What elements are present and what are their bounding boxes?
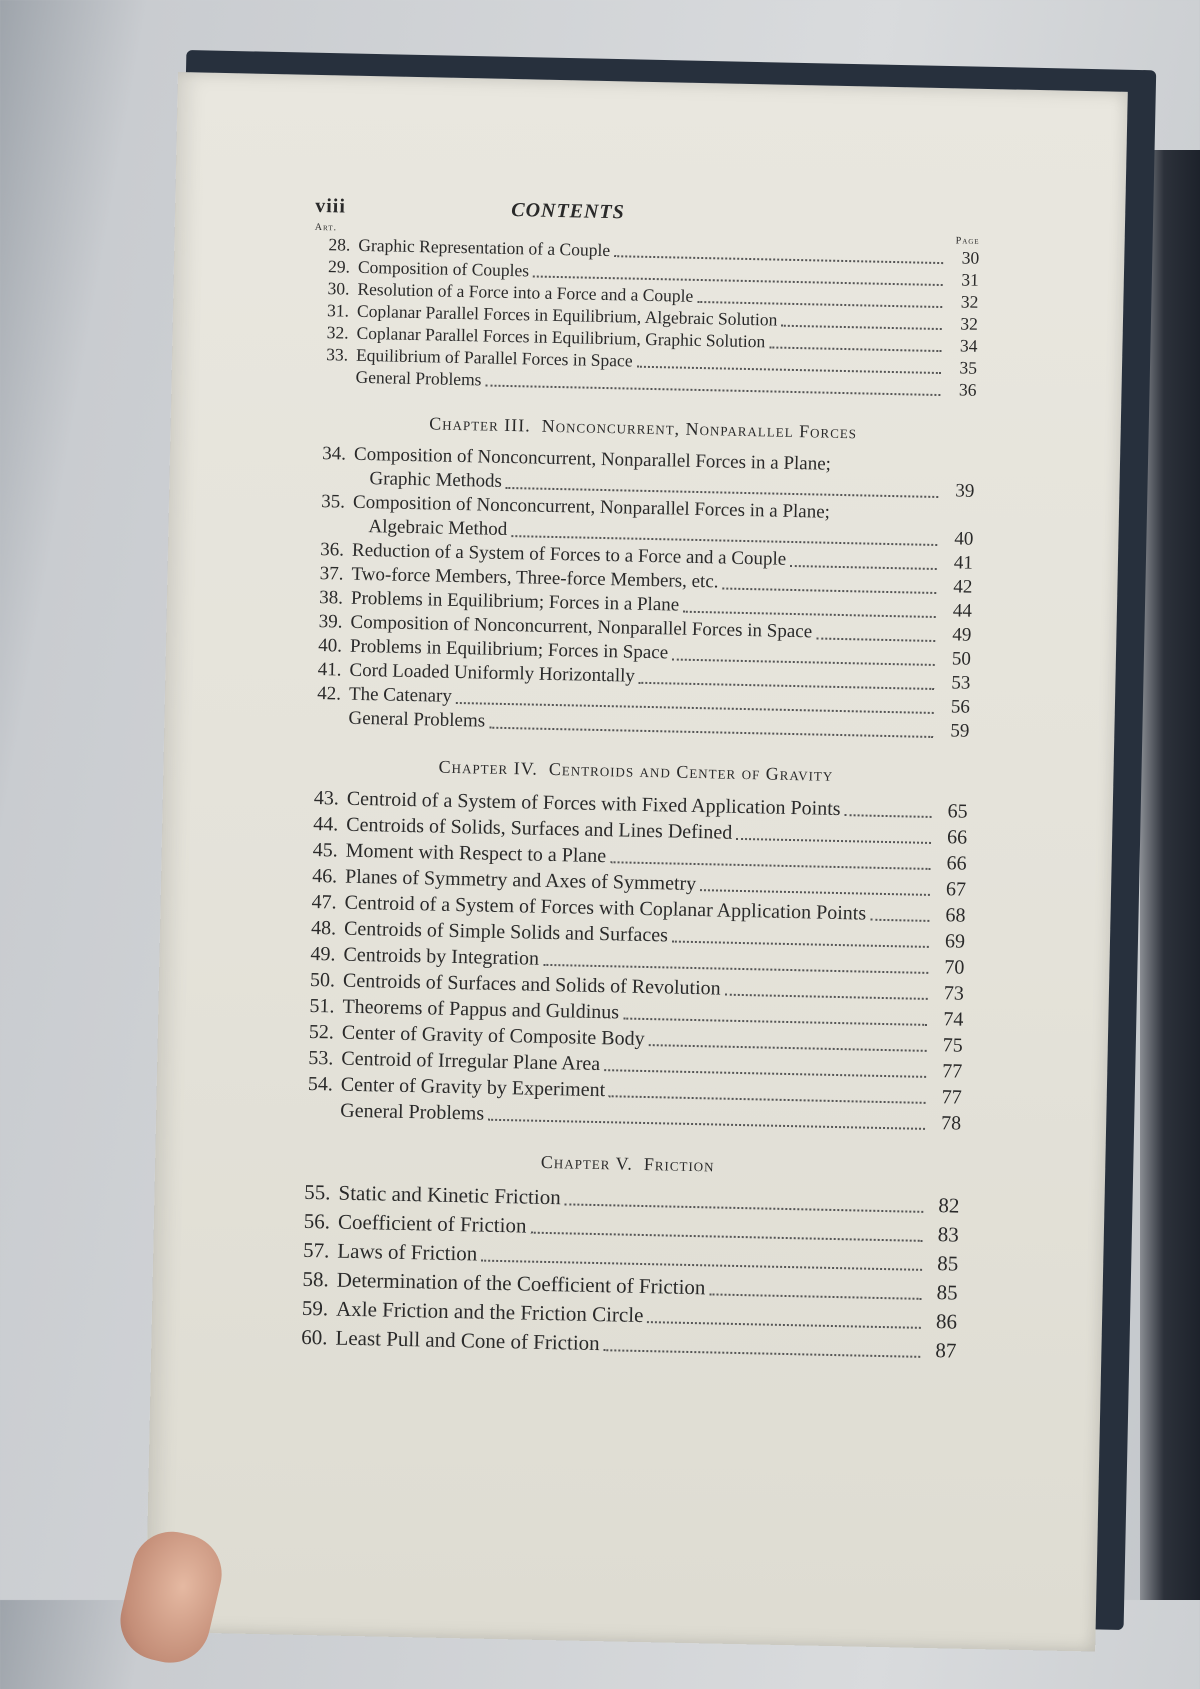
page-number [942,520,974,521]
page-number: 67 [945,878,967,901]
entry-title: Centroids of Solids, Surfaces and Lines Defined [346,813,733,844]
entry-title: Reduction of a System of Forces to a Force and a Couple [351,539,787,570]
entry-title: Planes of Symmetry and Axes of Symmetry [344,865,697,896]
page-number: 50 [951,648,972,670]
chapter-heading [295,1147,960,1182]
article-number: 59. [301,1295,329,1321]
page-number: 74 [943,1008,964,1031]
dot-leader [834,519,938,521]
chapter-number: Chapter IV. [438,756,539,779]
page-number: 75 [942,1034,964,1057]
dot-leader [672,941,929,948]
entry-title: Equilibrium of Parallel Forces in Space [355,344,633,371]
chapter-title: Nonconcurrent, Nonparallel Forces [541,415,858,443]
article-number: 45. [312,838,338,862]
chapter-number: Chapter III. [429,413,531,436]
dot-leader [604,1069,926,1078]
entry-title: Laws of Friction [337,1238,478,1266]
col-label-page: Page [955,235,980,247]
article-number: 28. [328,234,351,255]
dot-leader [736,838,931,844]
article-number: 33. [326,344,349,365]
entry-title: Determination of the Coefficient of Friction [336,1267,706,1300]
entry-title: Static and Kinetic Friction [338,1180,561,1210]
page-number: 73 [943,982,965,1005]
article-number: 42. [317,683,342,705]
page-folio: viii [314,194,347,218]
article-number: 57. [302,1237,330,1263]
page-number: 59 [950,720,970,742]
entry-title: Cord Loaded Uniformly Horizontally [349,659,636,687]
article-number: 35. [321,491,346,513]
toc-section [304,411,976,744]
entry-title: Graphic Representation of a Couple [358,234,611,261]
entry-title: Composition of Nonconcurrent, Nonparallel Forces in a Plane; [352,491,831,523]
page-number: 66 [946,852,967,875]
page-number: 66 [946,826,968,849]
dot-leader [700,889,930,896]
entry-title: Centroids by Integration [343,943,540,970]
page-number: 56 [950,696,971,718]
page-number: 78 [940,1112,962,1135]
entry-title: Center of Gravity by Experiment [340,1073,606,1102]
page-number: 83 [937,1222,960,1247]
entry-title: Algebraic Method [368,516,508,540]
page-number: 36 [958,379,977,400]
entry-title: Theorems of Pappus and Guldinus [342,995,620,1024]
toc-section [296,754,969,1137]
toc-content [291,195,980,1366]
article-number: 49. [310,942,336,966]
article-number: 31. [326,300,350,321]
page-number: 39 [955,480,975,502]
page-number: 42 [953,576,973,598]
dot-leader [648,1044,926,1052]
dot-leader [481,1259,922,1270]
dot-leader [489,727,933,738]
toc-section [311,233,979,401]
article-number: 32. [326,322,349,343]
page-number: 41 [953,552,974,574]
article-number: 55. [304,1179,331,1205]
page-number: 32 [960,313,979,334]
dot-leader [623,1018,927,1026]
article-number: 51. [309,994,335,1018]
entry-title: General Problems [340,1099,485,1125]
dot-leader [683,611,936,618]
article-number: 52. [308,1020,335,1044]
article-number: 44. [313,813,339,836]
dot-leader [725,994,928,1000]
page-number: 35 [959,357,978,378]
page-number: 49 [952,624,972,646]
page-number: 69 [944,930,966,953]
page-number: 77 [941,1086,962,1109]
entry-title: Problems in Equilibrium; Forces in a Plane [350,587,680,616]
page-number: 85 [936,1251,959,1276]
page-number: 44 [952,600,973,622]
article-number: 54. [307,1072,334,1096]
toc-section [291,1147,960,1366]
entry-title: Center of Gravity of Composite Body [341,1021,645,1050]
entry-title: Moment with Respect to a Plane [345,839,607,868]
article-number: 53. [308,1046,334,1070]
article-number: 36. [320,539,345,561]
article-number: 38. [319,587,344,609]
dot-leader [781,325,942,330]
entry-title: The Catenary [348,683,453,707]
entry-title: Resolution of a Force into a Force and a Couple [357,278,694,306]
page-number: 65 [947,800,968,823]
page-number: 86 [935,1309,958,1334]
article-number: 56. [303,1208,331,1234]
entry-title: Coefficient of Friction [337,1209,527,1238]
dot-leader [722,588,936,594]
page-number: 53 [951,672,971,694]
dot-leader [870,919,929,922]
thumb [112,1524,229,1671]
entry-title: Composition of Couples [357,256,530,281]
page-number: 40 [954,528,974,550]
article-number: 43. [313,787,340,810]
entry-title: Axle Friction and the Friction Circle [335,1296,644,1328]
book-page [145,72,1127,1652]
col-label-art: Art. [314,221,338,234]
article-number: 47. [311,890,337,914]
page-title: CONTENTS [510,199,626,224]
article-number: 46. [311,864,338,888]
page-number: 87 [935,1338,957,1363]
page-number: 85 [936,1280,958,1305]
article-number: 39. [318,611,343,633]
chapter-title: Friction [643,1153,715,1176]
article-number: 29. [327,256,351,277]
entry-title: Centroids of Simple Solids and Surfaces [343,917,669,947]
dot-leader [709,1293,921,1299]
page-number: 68 [945,904,966,927]
dot-leader [844,814,931,818]
entry-title: Two-force Members, Three-force Members, etc. [351,563,719,593]
page-number [943,472,975,473]
article-number: 60. [301,1324,328,1350]
entry-title: Least Pull and Cone of Friction [335,1325,600,1356]
page-number: 32 [960,291,979,312]
dot-leader [488,1119,925,1130]
dot-leader [565,1203,924,1213]
chapter-heading [303,754,968,789]
entry-title: General Problems [355,366,482,390]
chapter-heading [310,411,975,446]
entry-title: Centroid of a System of Forces with Fixed Application Points [346,787,841,821]
chapter-title: Centroids and Center of Gravity [548,758,834,785]
article-number: 37. [319,563,344,585]
article-number: 58. [302,1266,329,1292]
entry-title: Coplanar Parallel Forces in Equilibrium, Algebraic Solution [356,300,778,330]
article-number: 34. [322,443,347,465]
dot-leader [672,658,935,666]
dot-leader [604,1349,921,1358]
entry-title: Centroids of Surfaces and Solids of Revolution [342,969,721,1000]
page-number: 70 [944,956,965,979]
dot-leader [769,346,941,352]
entry-title: Composition of Nonconcurrent, Nonparallel Forces in Space [350,611,813,643]
entry-title: Problems in Equilibrium; Forces in Space [349,635,669,664]
article-number: 41. [317,659,342,681]
dot-leader [485,385,940,397]
entry-title: General Problems [348,707,486,732]
toc-list [291,233,979,1366]
dot-leader [530,1231,922,1241]
entry-title: Composition of Nonconcurrent, Nonparallel Forces in a Plane; [353,443,832,475]
dot-leader [609,1095,926,1104]
page-number: 34 [959,335,978,356]
entry-title: Centroid of a System of Forces with Coplanar Application Points [344,891,867,925]
chapter-number: Chapter V. [540,1151,634,1174]
page-number: 31 [961,269,980,290]
entry-title: Graphic Methods [369,468,503,492]
page-number: 30 [961,247,980,268]
dot-leader [610,861,930,870]
article-number: 30. [327,278,350,299]
article-number: 50. [309,968,336,992]
page-number: 82 [938,1193,960,1218]
dot-leader [835,471,939,473]
article-number: 40. [318,635,343,657]
dot-leader [647,1321,921,1329]
entry-title: Coplanar Parallel Forces in Equilibrium, Graphic Solution [356,322,766,352]
entry-title: Centroid of Irregular Plane Area [341,1047,601,1076]
dot-leader [816,637,935,641]
article-number: 48. [310,916,337,940]
dot-leader [790,565,937,570]
page-number: 77 [942,1060,963,1083]
